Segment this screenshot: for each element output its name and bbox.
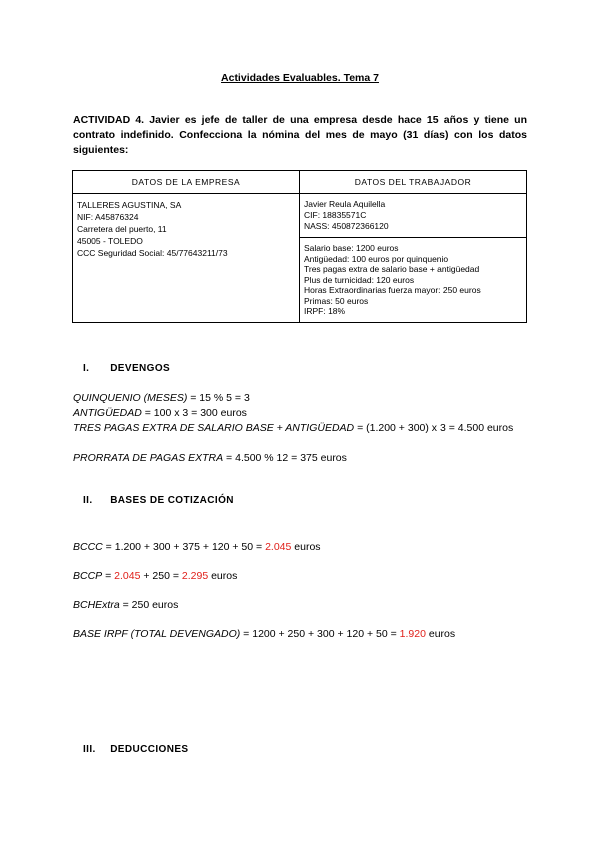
bccp-plus: + 250 = — [140, 570, 182, 582]
salary-line: Tres pagas extra de salario base + antigüedad — [304, 264, 480, 274]
worker-line: NASS: 450872366120 — [304, 221, 389, 231]
section-number: II. — [83, 495, 93, 506]
antiguedad-calc: = 100 x 3 = 300 euros — [141, 407, 247, 419]
section-title: BASES DE COTIZACIÓN — [110, 495, 234, 506]
salary-line: Antigüedad: 100 euros por quinquenio — [304, 253, 449, 264]
bccc-calc: = 1.200 + 300 + 375 + 120 + 50 = — [102, 541, 266, 553]
pagas-extra-line — [73, 421, 528, 436]
bccp-result: 2.295 — [181, 570, 209, 582]
company-line: TALLERES AGUSTINA, SA — [77, 200, 182, 210]
prorrata-label: PRORRATA DE PAGAS EXTRA — [73, 452, 224, 464]
base-irpf-calc: = 1200 + 250 + 300 + 120 + 50 = — [240, 628, 400, 640]
base-irpf-result: 1.920 — [399, 628, 426, 640]
company-line: Carretera del puerto, 11 — [77, 224, 167, 234]
worker-data-cell — [300, 194, 527, 238]
base-irpf-unit: euros — [425, 628, 456, 640]
section-title: DEDUCCIONES — [110, 744, 189, 755]
pagas-extra-label: TRES PAGAS EXTRA DE SALARIO BASE + ANTIGÜEDAD — [73, 422, 355, 434]
data-table — [72, 170, 527, 323]
section-devengos-heading — [83, 363, 170, 374]
company-header: DATOS DE LA EMPRESA — [73, 171, 300, 194]
salary-line: Salario base: 1200 euros — [304, 243, 399, 253]
company-data-cell — [73, 194, 300, 323]
bccp-ref: 2.045 — [114, 570, 141, 582]
company-line: CCC Seguridad Social: 45/77643211/73 — [77, 248, 228, 258]
bccc-unit: euros — [291, 541, 321, 553]
prorrata-line — [73, 451, 528, 466]
salary-line: Plus de turnicidad: 120 euros — [304, 274, 415, 285]
bccp-label: BCCP — [73, 570, 103, 582]
quinquenio-line — [73, 391, 528, 406]
worker-line: CIF: 18835571C — [304, 210, 367, 220]
worker-line: Javier Reula Aquilella — [304, 199, 386, 209]
salary-line: Primas: 50 euros — [304, 295, 369, 306]
document-title: Actividades Evaluables. Tema 7 — [221, 72, 379, 84]
bccc-label: BCCC — [73, 541, 103, 553]
salary-line: IRPF: 18% — [304, 306, 346, 316]
bccp-unit: euros — [208, 570, 238, 582]
section-deducciones-heading — [83, 744, 188, 755]
worker-header: DATOS DEL TRABAJADOR — [300, 171, 527, 194]
bchextra-line — [73, 598, 528, 613]
salary-data-cell — [300, 238, 527, 323]
quinquenio-calc: = 15 % 5 = 3 — [187, 392, 250, 404]
section-title: DEVENGOS — [110, 363, 171, 374]
activity-statement: ACTIVIDAD 4. Javier es jefe de taller de una empresa desde hace 15 años y tiene un contrato indefinido. Confecciona la nómina del mes de mayo (31 días) con los datos siguientes: — [73, 114, 527, 156]
company-line: NIF: A45876324 — [77, 212, 139, 222]
antiguedad-line — [73, 406, 528, 421]
bccp-line — [73, 569, 528, 584]
company-line: 45005 - TOLEDO — [77, 236, 143, 246]
bccp-calc: = — [102, 570, 115, 582]
section-number: III. — [83, 744, 96, 755]
pagas-extra-calc: = (1.200 + 300) x 3 = 4.500 euros — [354, 422, 514, 434]
section-number: I. — [83, 363, 90, 374]
bchextra-calc: = 250 euros — [119, 599, 179, 611]
antiguedad-label: ANTIGÜEDAD — [73, 407, 142, 419]
bccc-result: 2.045 — [265, 541, 292, 553]
bchextra-label: BCHExtra — [73, 599, 120, 611]
prorrata-calc: = 4.500 % 12 = 375 euros — [223, 452, 347, 464]
salary-line: Horas Extraordinarias fuerza mayor: 250 euros — [304, 285, 481, 295]
quinquenio-label: QUINQUENIO (MESES) — [73, 392, 188, 404]
base-irpf-label: BASE IRPF (TOTAL DEVENGADO) — [73, 628, 241, 640]
section-bases-heading — [83, 495, 234, 506]
base-irpf-line — [73, 627, 528, 642]
bccc-line — [73, 540, 528, 555]
